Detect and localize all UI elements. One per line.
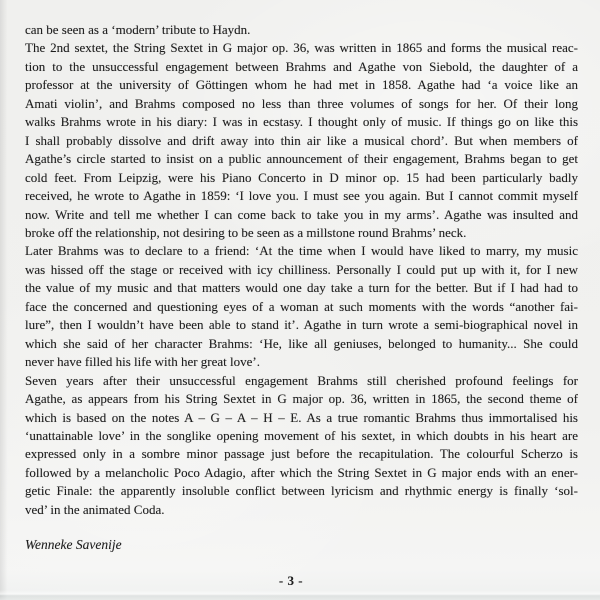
text-line: Agathe’s circle started to insist on a public announcement of their engagement, Brahms began to get <box>25 151 578 167</box>
page-number: - 3 - <box>278 573 304 588</box>
text-line: walks Brahms wrote in his diary: I was in ecstasy. I thought only of music. If things go on like this <box>25 114 578 130</box>
text-line: ved’ in the animated Coda. <box>25 501 165 517</box>
text-line: broke off the relationship, not desiring to be seen as a millstone round Brahms’ neck. <box>25 224 467 240</box>
text-line: now. Write and tell me whether I can come back to take you in my arms’. Agathe was insulted and <box>25 206 578 222</box>
text-line: which is based on the notes A – G – A – H – E. As a true romantic Brahms thus immortalised his <box>25 409 578 425</box>
text-line: face the concerned and questioning eyes of a woman at such moments with the words “another fai- <box>25 298 578 314</box>
text-line: getic Finale: the apparently insoluble conflict between lyricism and rhythmic energy is finally ‘sol- <box>25 483 578 499</box>
text-line: Seven years after their unsuccessful engagement Brahms still cherished profound feelings for <box>25 372 578 388</box>
scan-bottom-edge-artifact <box>0 590 600 600</box>
text-line: received, he wrote to Agathe in 1859: ‘I love you. I must see you again. But I cannot commit myself <box>25 188 578 204</box>
text-line: lure”, then I wouldn’t have been able to stand it’. Agathe in turn wrote a semi-biographical novel in <box>25 317 578 333</box>
text-line: never have filled his life with her great love’. <box>25 354 260 370</box>
text-line: Amati violin’, and Brahms composed no less than three volumes of songs for her. Of their long <box>25 95 578 111</box>
text-line: can be seen as a ‘modern’ tribute to Haydn. <box>25 22 251 37</box>
text-line: cold feet. From Leipzig, were his Piano Concerto in D minor op. 15 had been particularly badly <box>25 169 578 185</box>
author-name: Wenneke Savenije <box>25 537 122 552</box>
text-line: Later Brahms was to declare to a friend: ‘At the time when I would have liked to marry, my music <box>25 243 578 259</box>
body-text <box>25 21 578 519</box>
text-line: The 2nd sextet, the String Sextet in G major op. 36, was written in 1865 and forms the musical reac- <box>25 40 578 56</box>
text-line: which she said of her character Brahms: ‘He, like all geniuses, belonged to humanity... She could <box>25 335 578 351</box>
text-line: professor at the university of Göttingen whom he had met in 1858. Agathe had ‘a voice like an <box>25 77 578 93</box>
text-line: was hissed off the stage or received with icy chilliness. Personally I could put up with it, for I new <box>25 261 578 277</box>
text-line: expressed only in a sombre minor passage just before the recapitulation. The colourful Scherzo is <box>25 446 578 462</box>
text-line: tion to the unsuccessful engagement between Brahms and Agathe von Siebold, the daughter of a <box>25 58 578 74</box>
text-line: ‘unattainable love’ in the songlike opening movement of his sextet, in which doubts in his heart are <box>25 427 578 443</box>
scan-left-edge-shading <box>0 0 10 600</box>
text-line: followed by a melancholic Poco Adagio, after which the String Sextet in G major ends with an ener- <box>25 464 578 480</box>
text-line: the value of my music and that matters would one day take a turn for the better. But if I had had to <box>25 280 578 296</box>
text-line: Agathe, as appears from his String Sextet in G major op. 36, written in 1865, the second theme of <box>25 391 578 407</box>
text-line: I shall probably dissolve and drift away into thin air like a musical chord’. But when members of <box>25 132 578 148</box>
